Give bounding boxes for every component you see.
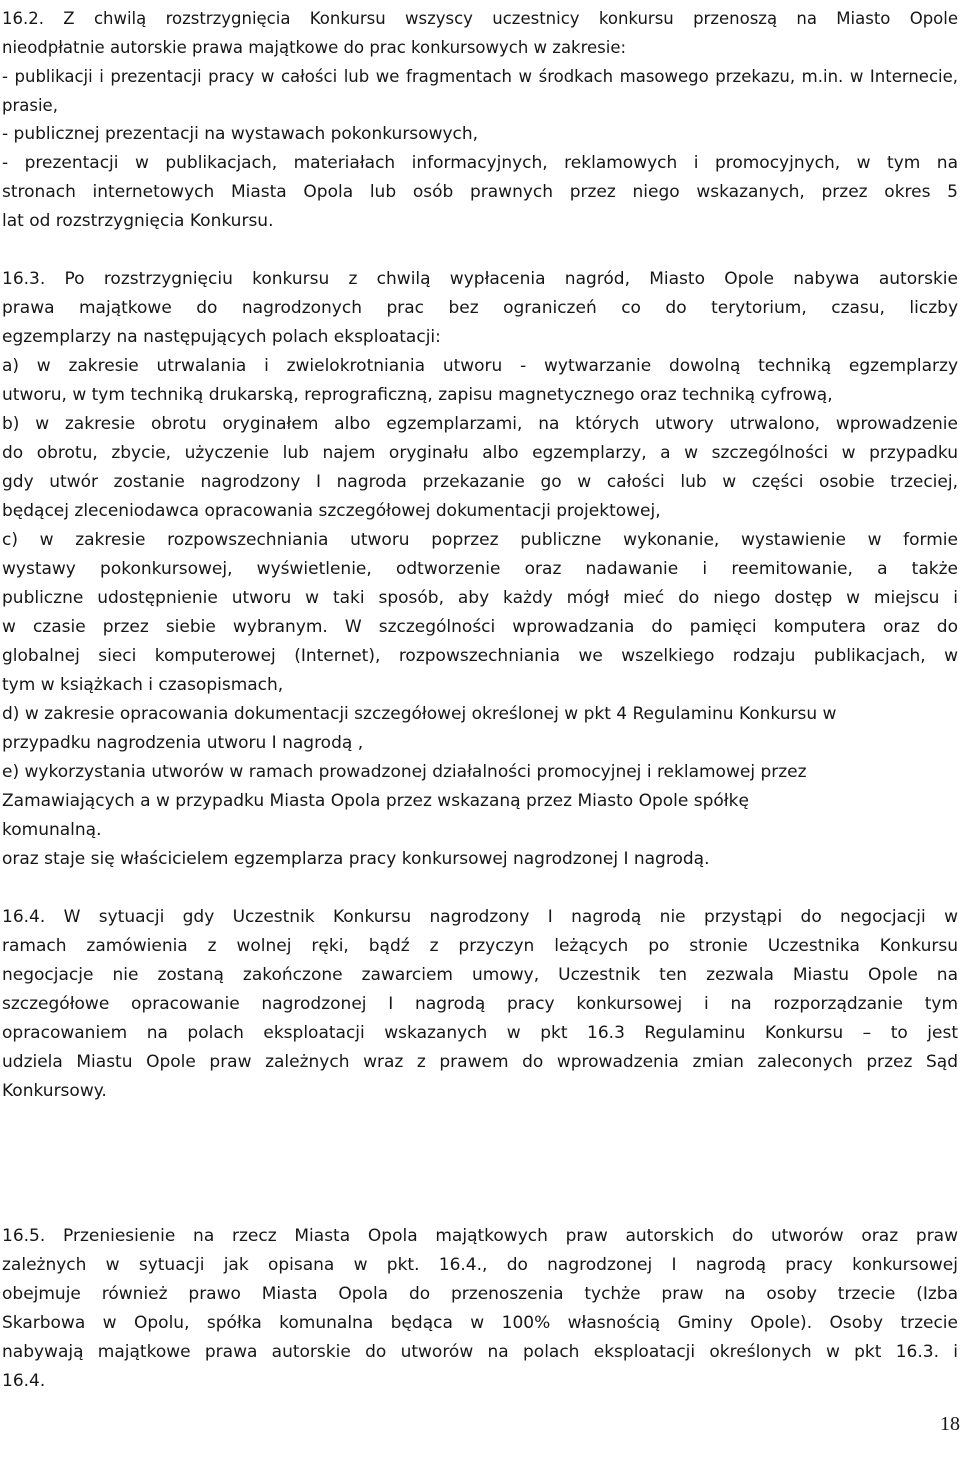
text-line: gdy utwór zostanie nagrodzony I nagroda przekazanie go w całości lub w części osobie trzeciej, bbox=[2, 472, 958, 492]
text-line: 16.4. bbox=[2, 1371, 46, 1391]
text-line: zależnych w sytuacji jak opisana w pkt. 16.4., do nagrodzonej I nagrodą pracy konkursowej bbox=[2, 1255, 958, 1275]
text-line: nieodpłatnie autorskie prawa majątkowe do prac konkursowych w zakresie: bbox=[2, 38, 627, 57]
text-line: negocjacje nie zostaną zakończone zawarciem umowy, Uczestnik ten zezwala Miastu Opole na bbox=[2, 965, 958, 985]
text-line: e) wykorzystania utworów w ramach prowadzonej działalności promocyjnej i reklamowej przez bbox=[2, 762, 807, 782]
section-16-5 bbox=[2, 1222, 958, 1396]
text-line: d) w zakresie opracowania dokumentacji szczegółowej określonej w pkt 4 Regulaminu Konkursu w bbox=[2, 704, 837, 724]
section-16-4 bbox=[2, 903, 958, 1106]
text-line: - publicznej prezentacji na wystawach pokonkursowych, bbox=[2, 124, 479, 144]
text-line: lat od rozstrzygnięcia Konkursu. bbox=[2, 211, 274, 231]
text-line: b) w zakresie obrotu oryginałem albo egzemplarzami, na których utwory utrwalono, wprowadzenie bbox=[2, 414, 958, 434]
text-line: 16.3. Po rozstrzygnięciu konkursu z chwilą wypłacenia nagród, Miasto Opole nabywa autorskie bbox=[2, 269, 958, 289]
text-line: stronach internetowych Miasta Opola lub osób prawnych przez niego wskazanych, przez okres 5 bbox=[2, 182, 958, 202]
text-line: 16.4. W sytuacji gdy Uczestnik Konkursu nagrodzony I nagrodą nie przystąpi do negocjacji w bbox=[2, 907, 958, 927]
text-line: utworu, w tym techniką drukarską, reprograficzną, zapisu magnetycznego oraz techniką cyfrową, bbox=[2, 385, 833, 405]
text-line: w czasie przez siebie wybranym. W szczególności wprowadzania do pamięci komputera oraz do bbox=[2, 617, 958, 637]
text-line: publiczne udostępnienie utworu w taki sposób, aby każdy mógł mieć do niego dostęp w miejscu i bbox=[2, 588, 958, 608]
page-number: 18 bbox=[940, 1413, 960, 1435]
text-line: a) w zakresie utrwalania i zwielokrotniania utworu - wytwarzanie dowolną techniką egzemplarzy bbox=[2, 356, 958, 376]
text-line: obejmuje również prawo Miasta Opola do przenoszenia tychże praw na osoby trzecie (Izba bbox=[2, 1284, 958, 1304]
text-line: 16.2. Z chwilą rozstrzygnięcia Konkursu wszyscy uczestnicy konkursu przenoszą na Miasto Opole bbox=[2, 9, 958, 28]
text-line: opracowaniem na polach eksploatacji wskazanych w pkt 16.3 Regulaminu Konkursu – to jest bbox=[2, 1023, 958, 1043]
text-line: globalnej sieci komputerowej (Internet), rozpowszechniania we wszelkiego rodzaju publikacjach, w bbox=[2, 646, 958, 666]
text-line: do obrotu, zbycie, użyczenie lub najem oryginału albo egzemplarzy, a w szczególności w przypadku bbox=[2, 443, 958, 463]
text-line: Konkursowy. bbox=[2, 1081, 107, 1101]
text-line: ramach zamówienia z wolnej ręki, bądź z przyczyn leżących po stronie Uczestnika Konkursu bbox=[2, 936, 958, 956]
text-line: Skarbowa w Opolu, spółka komunalna będąca w 100% własnością Gminy Opole). Osoby trzecie bbox=[2, 1313, 958, 1333]
text-line: oraz staje się właścicielem egzemplarza pracy konkursowej nagrodzonej I nagrodą. bbox=[2, 849, 710, 869]
text-line: - prezentacji w publikacjach, materiałach informacyjnych, reklamowych i promocyjnych, w tym na bbox=[2, 153, 958, 173]
text-line: przypadku nagrodzenia utworu I nagrodą , bbox=[2, 733, 364, 753]
section-16-2 bbox=[2, 4, 958, 236]
text-line: tym w książkach i czasopismach, bbox=[2, 675, 284, 695]
text-line: wystawy pokonkursowej, wyświetlenie, odtworzenie oraz nadawanie i reemitowanie, a także bbox=[2, 559, 958, 579]
section-16-3 bbox=[2, 265, 958, 874]
text-line: prawa majątkowe do nagrodzonych prac bez ograniczeń co do terytorium, czasu, liczby bbox=[2, 298, 958, 318]
text-line: udziela Miastu Opole praw zależnych wraz z prawem do wprowadzenia zmian zaleconych przez Sąd bbox=[2, 1052, 958, 1072]
text-line: będącej zleceniodawca opracowania szczegółowej dokumentacji projektowej, bbox=[2, 501, 661, 521]
text-line: c) w zakresie rozpowszechniania utworu poprzez publiczne wykonanie, wystawienie w formie bbox=[2, 530, 958, 550]
text-line: egzemplarzy na następujących polach eksploatacji: bbox=[2, 327, 441, 347]
text-line: 16.5. Przeniesienie na rzecz Miasta Opola majątkowych praw autorskich do utworów oraz praw bbox=[2, 1226, 958, 1246]
text-line: Zamawiających a w przypadku Miasta Opola przez wskazaną przez Miasto Opole spółkę bbox=[2, 791, 749, 811]
text-line: komunalną. bbox=[2, 820, 102, 840]
text-line: - publikacji i prezentacji pracy w całości lub we fragmentach w środkach masowego przekazu, m.in. w Internecie, prasie, bbox=[2, 67, 958, 115]
text-line: szczegółowe opracowanie nagrodzonej I nagrodą pracy konkursowej i na rozporządzanie tym bbox=[2, 994, 958, 1014]
text-line: nabywają majątkowe prawa autorskie do utworów na polach eksploatacji określonych w pkt 16.3. i bbox=[2, 1342, 958, 1362]
